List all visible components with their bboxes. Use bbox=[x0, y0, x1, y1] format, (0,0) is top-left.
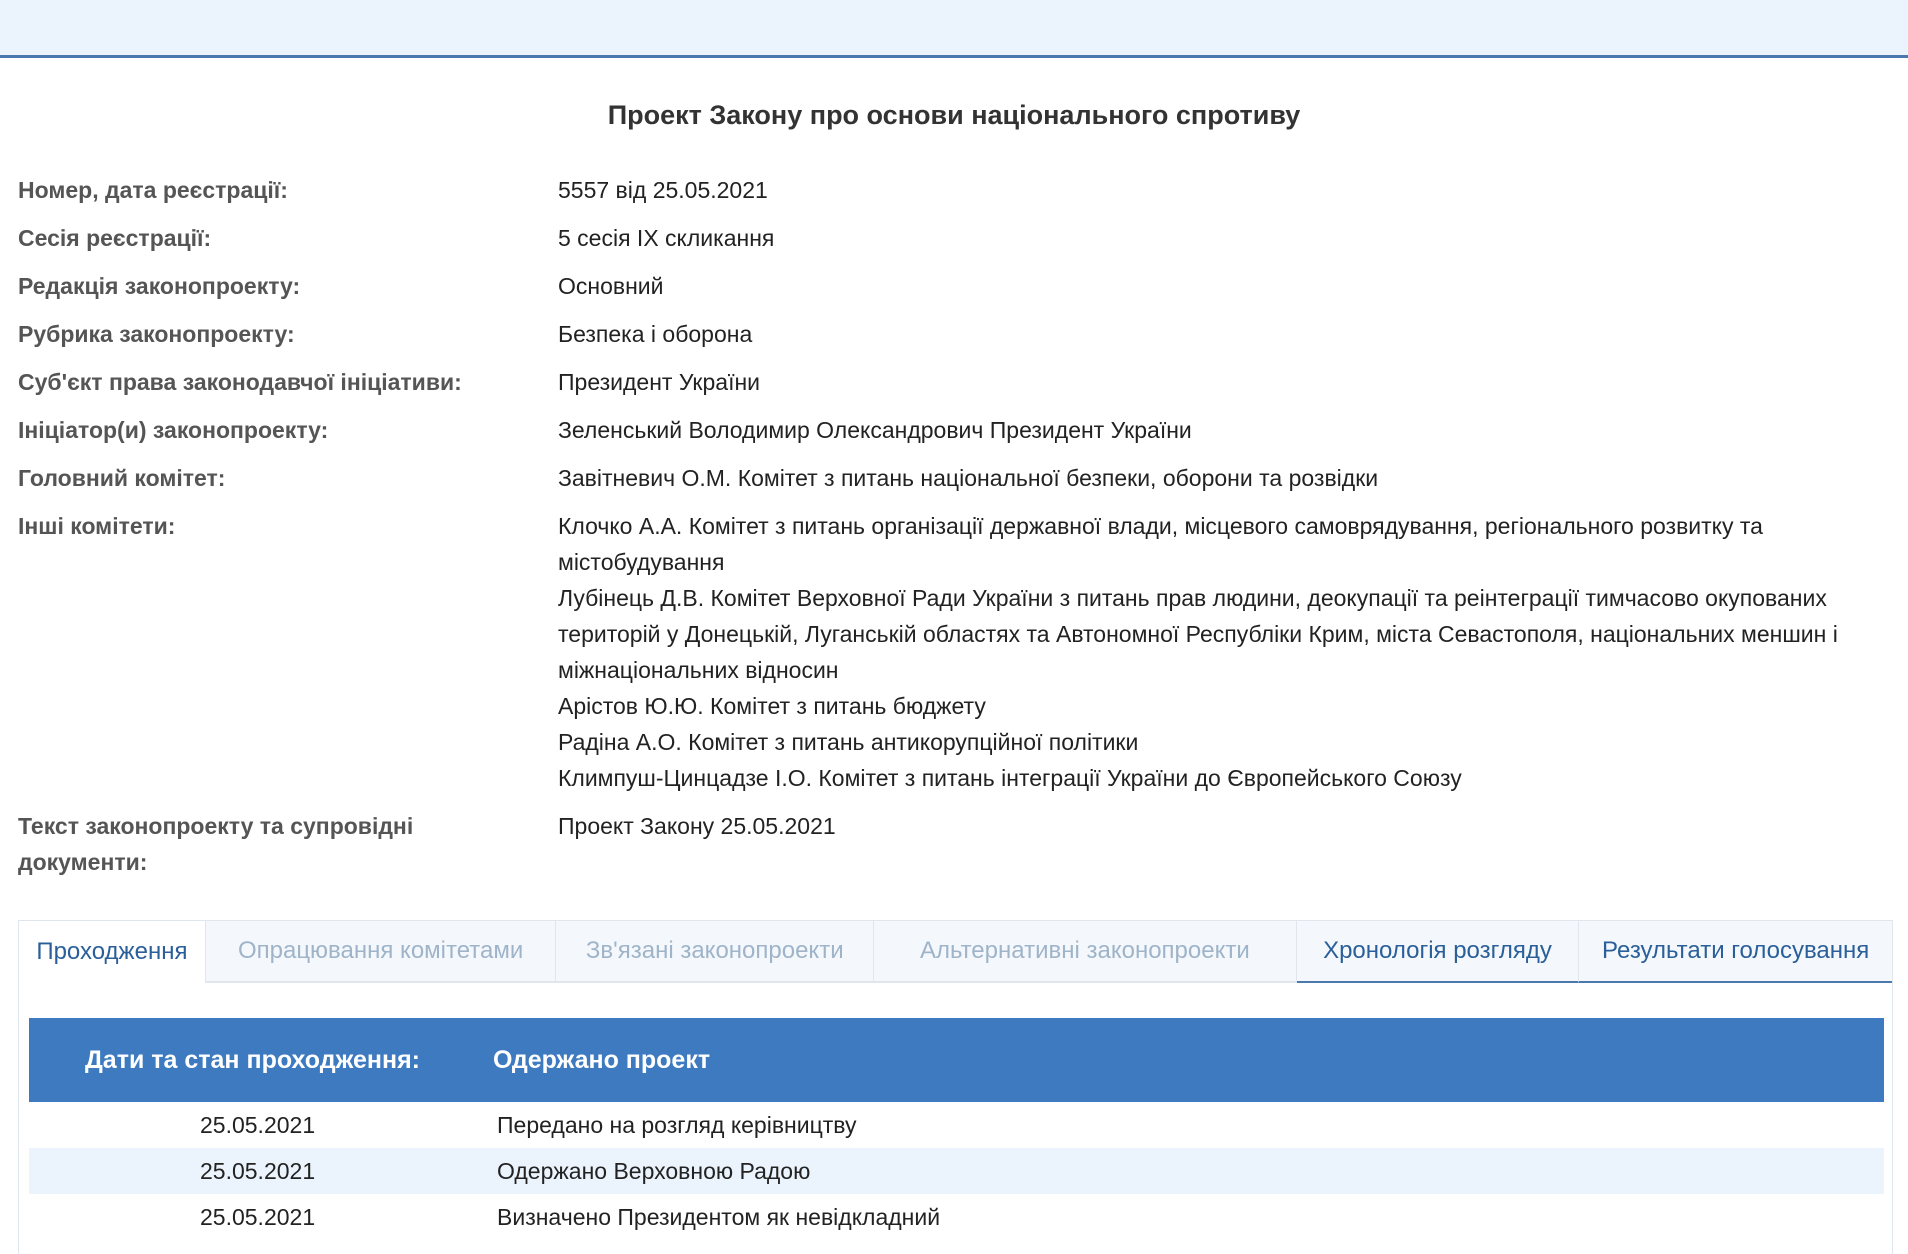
row-status: Визначено Президентом як невідкладний bbox=[497, 1203, 941, 1230]
tabs-panel bbox=[18, 920, 1893, 1254]
info-label: Номер, дата реєстрації: bbox=[18, 177, 288, 203]
tab-related-bills[interactable]: Зв'язані законопроекти bbox=[556, 921, 874, 983]
info-row-rubric bbox=[18, 316, 1898, 352]
info-label: Суб'єкт права законодавчої ініціативи: bbox=[18, 369, 462, 395]
table-row bbox=[29, 1148, 1884, 1194]
row-date: 25.05.2021 bbox=[200, 1111, 316, 1138]
tab-bar bbox=[19, 921, 1892, 983]
row-date: 25.05.2021 bbox=[200, 1203, 316, 1230]
info-value: 5557 від 25.05.2021 bbox=[558, 177, 768, 203]
info-value: Безпека і оборона bbox=[558, 321, 753, 347]
table-header bbox=[29, 1018, 1884, 1102]
tab-voting-results[interactable]: Результати голосування bbox=[1579, 921, 1892, 983]
info-value: Клочко А.А. Комітет з питань організації державної влади, місцевого самоврядування, регіонального розвитку та містобудування Лубінець Д.В. Комітет Верховної Ради України з питань прав людини, деокупації та реінтеграції тимчасово окупованих територій у Донецькій, Луганській областях та Автономної Республіки Крим, міста Севастополя, національних меншин і міжнаціональних відносин Арістов Ю.Ю. Комітет з питань бюджету Радіна А.О. Комітет з питань антикорупційної політики Климпуш-Цинцадзе І.О. Комітет з питань інтеграції України до Європейського Союзу bbox=[558, 513, 1838, 791]
page-title: Проект Закону про основи національного спротиву bbox=[607, 100, 1301, 130]
info-label: Текст законопроекту та супровідні документи: bbox=[18, 813, 414, 875]
info-label: Ініціатор(и) законопроекту: bbox=[18, 417, 329, 443]
document-link[interactable]: Проект Закону 25.05.2021 bbox=[558, 813, 836, 839]
tab-passage[interactable]: Проходження bbox=[19, 921, 206, 983]
header-dates: Дати та стан проходження: bbox=[85, 1045, 420, 1074]
info-row-main-committee bbox=[18, 460, 1898, 496]
table-row bbox=[29, 1194, 1884, 1240]
info-value bbox=[558, 808, 1898, 880]
info-label: Головний комітет: bbox=[18, 465, 226, 491]
info-row-other-committees bbox=[18, 508, 1898, 796]
top-bar bbox=[0, 0, 1908, 58]
header-status: Одержано проект bbox=[493, 1045, 711, 1074]
table-row bbox=[29, 1102, 1884, 1148]
info-row-edition bbox=[18, 268, 1898, 304]
info-row-documents bbox=[18, 808, 1898, 880]
row-date: 25.05.2021 bbox=[200, 1157, 316, 1184]
info-value: 5 сесія IX скликання bbox=[558, 225, 775, 251]
row-status: Передано на розгляд керівництву bbox=[497, 1111, 857, 1138]
tab-alternative-bills[interactable]: Альтернативні законопроекти bbox=[874, 921, 1297, 983]
info-row-registration bbox=[18, 172, 1898, 208]
tab-chronology[interactable]: Хронологія розгляду bbox=[1297, 921, 1580, 983]
info-value: Президент України bbox=[558, 369, 761, 395]
info-label: Інші комітети: bbox=[18, 513, 176, 539]
info-row-initiator bbox=[18, 412, 1898, 448]
info-label: Сесія реєстрації: bbox=[18, 225, 212, 251]
info-label: Редакція законопроекту: bbox=[18, 273, 301, 299]
tab-committee-processing[interactable]: Опрацювання комітетами bbox=[206, 921, 557, 983]
info-value: Завітневич О.М. Комітет з питань національної безпеки, оборони та розвідки bbox=[558, 465, 1379, 491]
info-value: Основний bbox=[558, 273, 664, 299]
passage-table bbox=[29, 1018, 1884, 1240]
info-value: Зеленський Володимир Олександрович Президент України bbox=[558, 417, 1192, 443]
info-label: Рубрика законопроекту: bbox=[18, 321, 295, 347]
bill-info bbox=[18, 172, 1898, 880]
info-row-session bbox=[18, 220, 1898, 256]
row-status: Одержано Верховною Радою bbox=[497, 1157, 811, 1184]
info-row-subject bbox=[18, 364, 1898, 400]
